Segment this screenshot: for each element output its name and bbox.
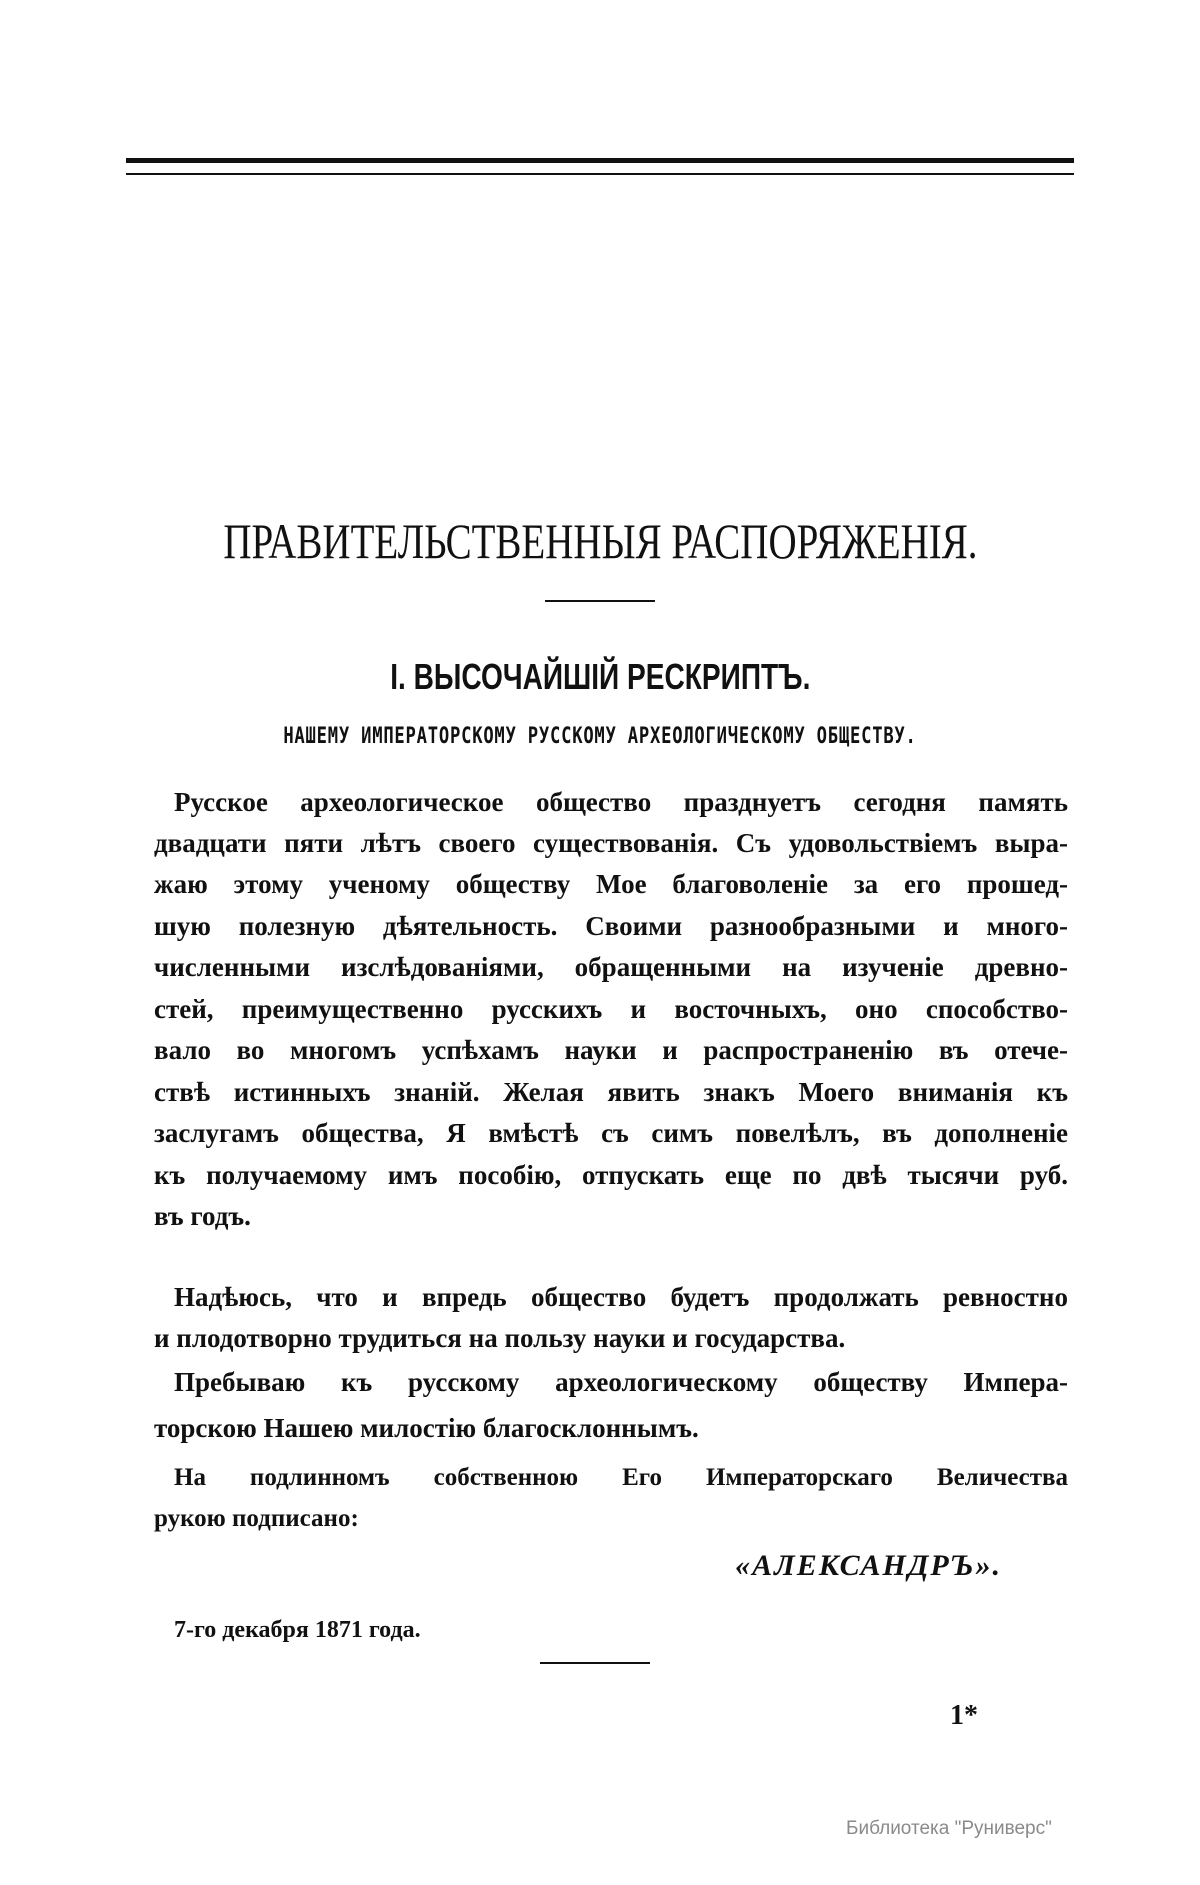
text-line: шую полезную дѣятельность. Своими разнообразными и много-: [154, 911, 1068, 941]
address-line: НАШЕМУ ИМПЕРАТОРСКОМУ РУССКОМУ АРХЕОЛОГИЧЕСКОМУ ОБЩЕСТВУ.: [283, 724, 917, 749]
text-line: къ получаемому имъ пособію, отпускать еще по двѣ тысячи руб.: [154, 1160, 1068, 1190]
title-divider: [545, 600, 655, 602]
page-number: 1*: [950, 1700, 978, 1731]
text-line: въ годъ.: [154, 1201, 251, 1231]
bottom-divider: [540, 1662, 650, 1664]
text-line: стей, преимущественно русскихъ и восточныхъ, оно способство-: [154, 994, 1068, 1024]
text-line: и плодотворно трудиться на пользу науки и государства.: [154, 1323, 846, 1353]
library-watermark: Библиотека "Руниверс": [846, 1818, 1052, 1839]
text-line: На подлинномъ собственною Его Императорскаго Величества: [174, 1464, 1068, 1491]
text-line: двадцати пяти лѣтъ своего существованія. Съ удовольствіемъ выра-: [154, 828, 1068, 858]
top-rule-thick: [126, 158, 1074, 163]
signature: «АЛЕКСАНДРЪ».: [735, 1549, 1002, 1582]
text-line: вало во многомъ успѣхамъ науки и распространенію въ отече-: [154, 1035, 1068, 1065]
text-line: ствѣ истинныхъ знаній. Желая явить знакъ Моего вниманія къ: [154, 1077, 1068, 1107]
date: 7-го декабря 1871 года.: [174, 1617, 421, 1643]
page-title: ПРАВИТЕЛЬСТВЕННЫЯ РАСПОРЯЖЕНІЯ.: [222, 513, 978, 569]
text-line: численными изслѣдованіями, обращенными на изученіе древно-: [154, 952, 1068, 982]
text-line: рукою подписано:: [154, 1505, 359, 1532]
text-line: Надѣюсь, что и впредь общество будетъ продолжать ревностно: [174, 1282, 1068, 1312]
text-line: Русское археологическое общество празднуетъ сегодня память: [174, 787, 1068, 817]
text-line: торскою Нашею милостію благосклоннымъ.: [154, 1413, 699, 1443]
text-line: заслугамъ общества, Я вмѣстѣ съ симъ повелѣлъ, въ дополненіе: [154, 1118, 1068, 1148]
section-heading: I. ВЫСОЧАЙШІЙ РЕСКРИПТЪ.: [389, 656, 811, 697]
text-line: Пребываю къ русскому археологическому обществу Импера-: [174, 1367, 1068, 1397]
text-line: жаю этому ученому обществу Мое благоволеніе за его прошед-: [154, 869, 1068, 899]
top-rule-thin: [126, 173, 1074, 175]
